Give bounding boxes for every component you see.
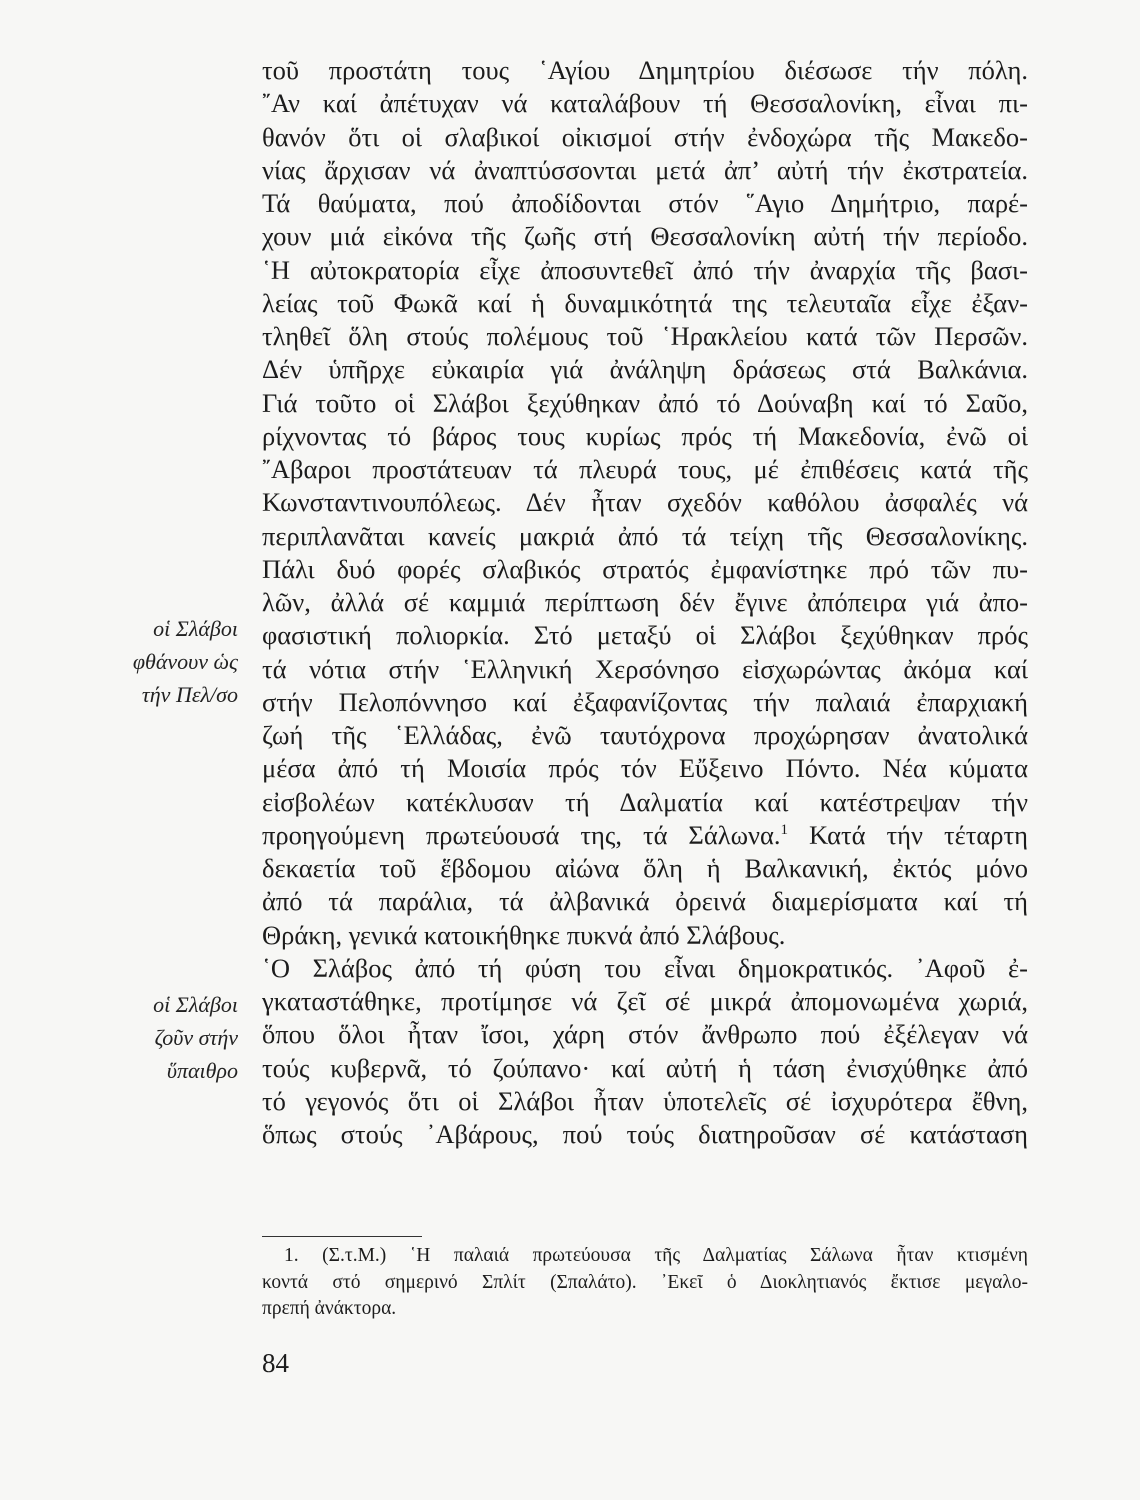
text-line-with-footnote — [262, 819, 1028, 852]
text-line: θανόν ὅτι οἱ σλαβικοί οἰκισμοί στήν ἐνδοχώρα τῆς Μακεδο- — [262, 121, 1028, 152]
text-line: Δέν ὑπῆρχε εὐκαιρία γιά ἀνάληψη δράσεως στά Βαλκάνια. — [262, 354, 1028, 385]
footnote-line: πρεπή ἀνάκτορα. — [262, 1298, 397, 1319]
text-line: ὅπου ὅλοι ἦταν ἴσοι, χάρη στόν ἄνθρωπο πού ἐξέλεγαν νά — [262, 1019, 1028, 1050]
text-segment: προηγούμενη πρωτεύουσά της, τά Σάλωνα. — [262, 819, 781, 850]
text-line: Γιά τοῦτο οἱ Σλάβοι ξεχύθηκαν ἀπό τό Δούναβη καί τό Σαῦο, — [262, 387, 1028, 418]
text-line: στήν Πελοπόννησο καί ἐξαφανίζοντας τήν παλαιά ἐπαρχιακή — [262, 686, 1028, 717]
margin-note-line: οἱ Σλάβοι — [153, 616, 238, 641]
text-line: γκαταστάθηκε, προτίμησε νά ζεῖ σέ μικρά ἀπομονωμένα χωριά, — [262, 986, 1028, 1016]
text-segment: Κατά τήν τέταρτη — [788, 819, 1028, 850]
text-line: τοῦ προστάτη τους ῾Αγίου Δημητρίου διέσωσε τήν πόλη. — [262, 55, 1028, 85]
footnote-marker: 1 — [780, 821, 789, 838]
text-line: περιπλανᾶται κανείς μακριά ἀπό τά τείχη τῆς Θεσσαλονίκης. — [262, 520, 1028, 551]
footnote-line: 1. (Σ.τ.Μ.) ῾Η παλαιά πρωτεύουσα τῆς Δαλματίας Σάλωνα ἦταν κτισμένη — [284, 1245, 1028, 1266]
footnote — [262, 1243, 1028, 1323]
page-number: 84 — [262, 1348, 289, 1378]
text-line: τληθεῖ ὅλη στούς πολέμους τοῦ ῾Ηρακλείου κατά τῶν Περσῶν. — [262, 321, 1028, 351]
text-line: λῶν, ἀλλά σέ καμμιά περίπτωση δέν ἔγινε ἀπόπειρα γιά ἀπο- — [262, 587, 1028, 617]
margin-note-slavs-countryside — [60, 988, 238, 1087]
margin-note-line: οἱ Σλάβοι — [153, 992, 238, 1017]
text-line: ὅπως στούς ᾿Αβάρους, πού τούς διατηροῦσαν σέ κατάσταση — [262, 1119, 1028, 1149]
margin-note-slavs-peloponnese — [60, 612, 238, 711]
main-text-column — [262, 54, 1028, 1151]
text-line: Πάλι δυό φορές σλαβικός στρατός ἐμφανίστηκε πρό τῶν πυ- — [262, 553, 1028, 584]
text-line: τά νότια στήν ῾Ελληνική Χερσόνησο εἰσχωρώντας ἀκόμα καί — [262, 653, 1028, 684]
text-line: λείας τοῦ Φωκᾶ καί ἡ δυναμικότητά της τελευταῖα εἶχε ἐξαν- — [262, 287, 1028, 318]
text-line: εἰσβολέων κατέκλυσαν τή Δαλματία καί κατέστρεψαν τήν — [262, 786, 1028, 817]
text-line: ῾Η αὐτοκρατορία εἶχε ἀποσυντεθεῖ ἀπό τήν ἀναρχία τῆς βασι- — [262, 254, 1028, 285]
text-line: μέσα ἀπό τή Μοισία πρός τόν Εὔξεινο Πόντο. Νέα κύματα — [262, 753, 1028, 784]
margin-note-line: φθάνουν ὡς — [132, 649, 238, 674]
text-line: ῎Αν καί ἀπέτυχαν νά καταλάβουν τή Θεσσαλονίκη, εἶναι πι- — [262, 88, 1028, 119]
text-line: Τά θαύματα, πού ἀποδίδονται στόν ῞Αγιο Δημήτριο, παρέ- — [262, 188, 1028, 218]
text-line: Θράκη, γενικά κατοικήθηκε πυκνά ἀπό Σλάβους. — [262, 919, 786, 950]
text-line: ζωή τῆς ῾Ελλάδας, ἐνῶ ταυτόχρονα προχώρησαν ἀνατολικά — [262, 720, 1028, 750]
text-line: ἀπό τά παράλια, τά ἀλβανικά ὀρεινά διαμερίσματα καί τή — [262, 886, 1028, 917]
text-line: τό γεγονός ὅτι οἱ Σλάβοι ἦταν ὑποτελεῖς σέ ἰσχυρότερα ἔθνη, — [262, 1085, 1028, 1116]
text-line: ρίχνοντας τό βάρος τους κυρίως πρός τή Μακεδονία, ἐνῶ οἱ — [262, 420, 1028, 451]
text-line: νίας ἄρχισαν νά ἀναπτύσσονται μετά ἀπ’ αὐτή τήν ἐκστρατεία. — [262, 154, 1028, 185]
text-line: ῾Ο Σλάβος ἀπό τή φύση του εἶναι δημοκρατικός. ᾿Αφοῦ ἐ- — [262, 952, 1028, 983]
text-line: τούς κυβερνᾶ, τό ζούπανο· καί αὐτή ἡ τάση ἐνισχύθηκε ἀπό — [262, 1052, 1028, 1083]
text-line: χουν μιά εἰκόνα τῆς ζωῆς στή Θεσσαλονίκη αὐτή τήν περίοδο. — [262, 221, 1028, 252]
margin-note-line: τήν Πελ/σο — [141, 682, 238, 707]
footnote-line: κοντά στό σημερινό Σπλίτ (Σπαλάτο). ᾿Εκεῖ ὁ Διοκλητιανός ἔκτισε μεγαλο- — [262, 1271, 1028, 1293]
text-line: Κωνσταντινουπόλεως. Δέν ἦταν σχεδόν καθόλου ἀσφαλές νά — [262, 487, 1028, 518]
footnote-divider — [262, 1236, 422, 1237]
text-line: ῎Αβαροι προστάτευαν τά πλευρά τους, μέ ἐπιθέσεις κατά τῆς — [262, 454, 1028, 484]
text-line: φασιστική πολιορκία. Στό μεταξύ οἱ Σλάβοι ξεχύθηκαν πρός — [262, 620, 1028, 651]
text-line: δεκαετία τοῦ ἕβδομου αἰώνα ὅλη ἡ Βαλκανική, ἐκτός μόνο — [262, 853, 1028, 883]
margin-note-line: ζοῦν στήν — [154, 1025, 238, 1050]
margin-note-line: ὕπαιθρο — [166, 1058, 238, 1083]
